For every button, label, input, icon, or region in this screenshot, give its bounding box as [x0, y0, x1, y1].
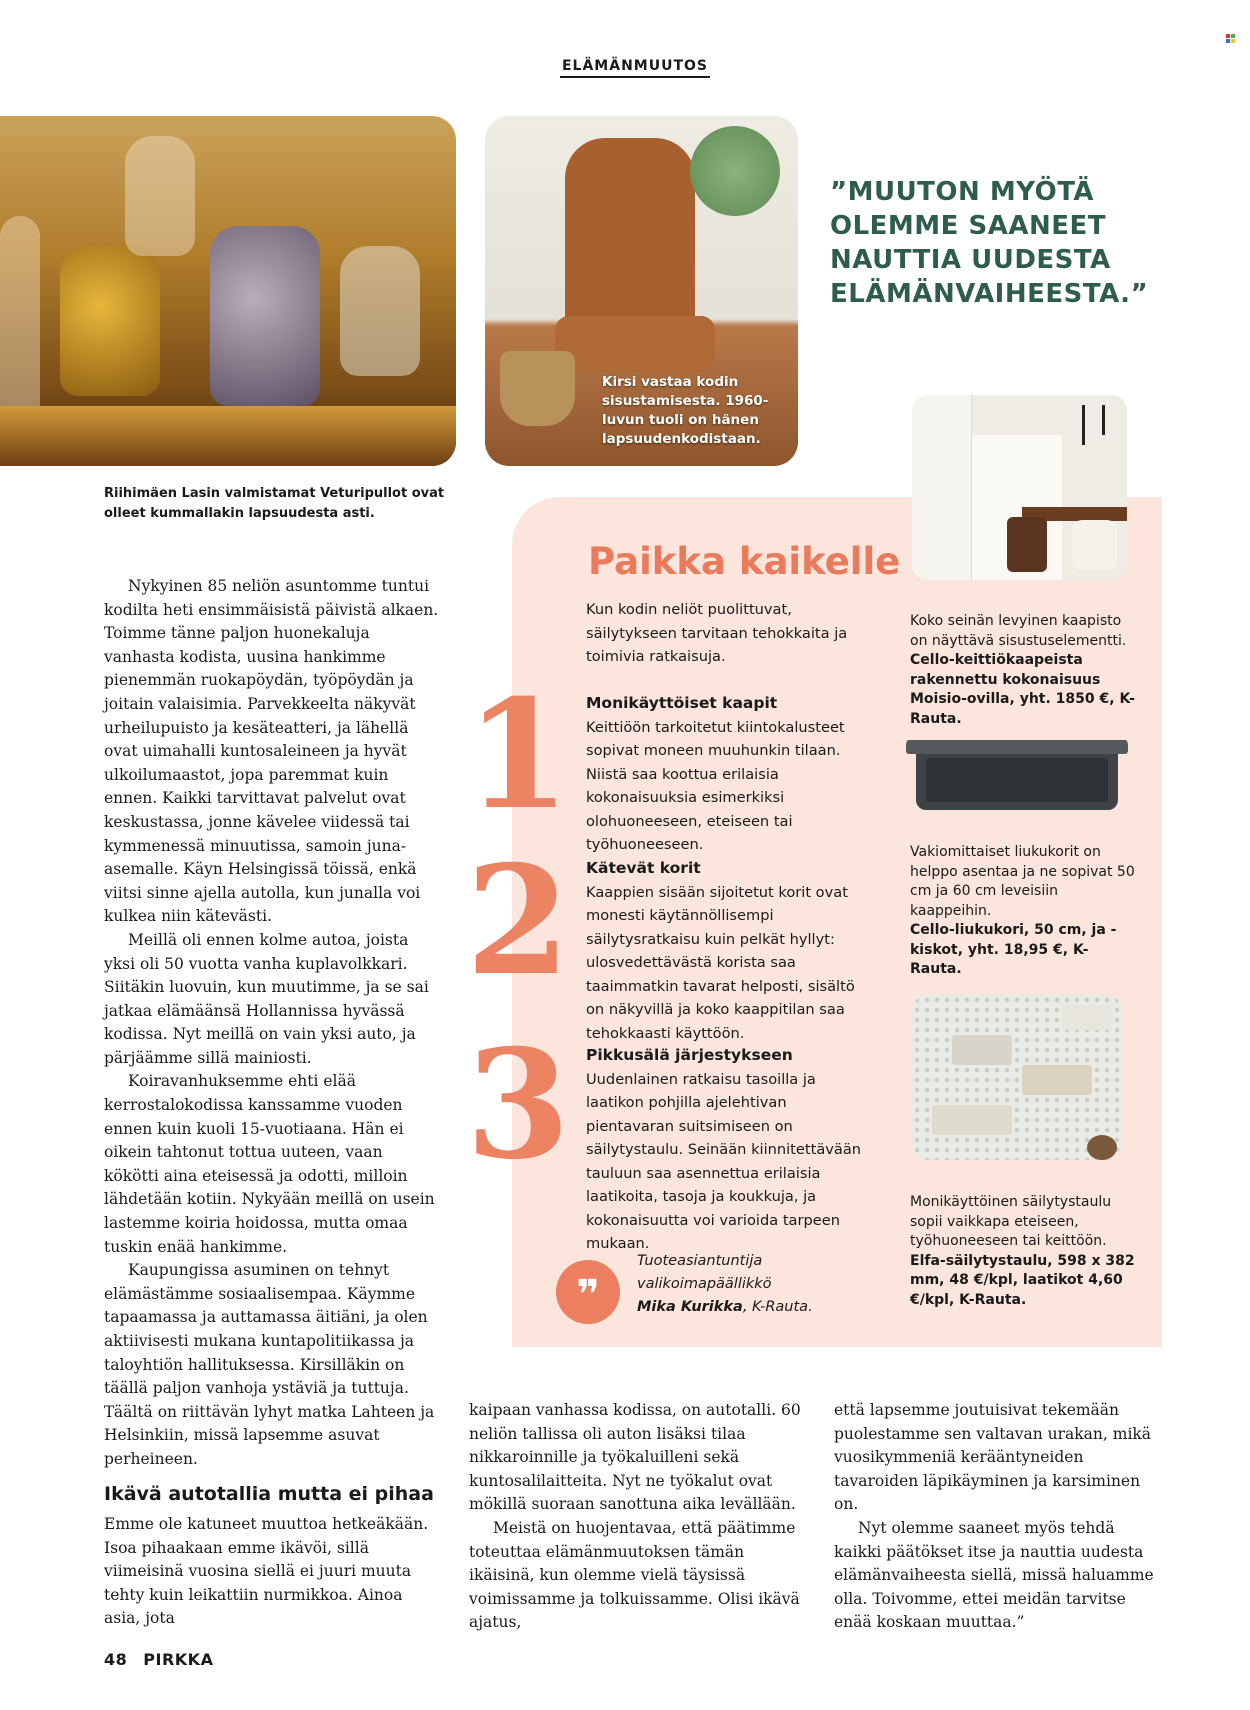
tip-block-2 — [586, 857, 876, 1045]
tip-number-2: 2 — [465, 833, 571, 1009]
article-column-3 — [834, 1399, 1154, 1635]
kitchen-cabinet-photo — [912, 395, 1127, 580]
sliding-basket-photo — [906, 730, 1128, 820]
expert-name: Mika Kurikka — [637, 1299, 743, 1315]
bottles-caption: Riihimäen Lasin valmistamat Veturipullot ovat olleet kummallakin lapsuudesta asti. — [104, 486, 445, 521]
article-paragraph: että lapsemme joutuisivat tekemään puolestamme sen valtavan urakan, mikä vuosikymmeniä kerääntyneiden tavaroiden läpikäyminen ja karsiminen on. — [834, 1401, 1152, 1514]
page-number: 48 — [104, 1650, 128, 1669]
product-description: Koko seinän levyinen kaapisto on näyttävä sisustuselementti. — [910, 613, 1127, 649]
article-paragraph: Kaupungissa asuminen on tehnyt elämästämme sosiaalisempaa. Käymme tapaamassa ja auttamassa äitiäni, ja olen aktiivisesti mukana kuntapolitiikassa ja taloyhtiön hallituksessa. Kirsilläkin on täällä paljon vanhoja ystäviä ja tuttuja. Täältä on riittävän lyhyt matka Lahteen ja Helsinkiin, missä lapsemme asuvat perheineen. — [104, 1261, 435, 1468]
section-label: ELÄMÄNMUUTOS — [560, 58, 710, 78]
product-price: Cello-keittiökaapeista rakennettu kokonaisuus Moisio-ovilla, yht. 1850 €, K-Rauta. — [910, 652, 1135, 727]
article-subheading: Ikävä autotallia mutta ei pihaa — [104, 1483, 434, 1505]
article-paragraph: Koiravanhuksemme ehti elää kerrostalokodissa kanssamme vuoden ennen kuin kuoli 15-vuotiaana. Hän ei oikein tahtonut tottua uuteen, vaan kökötti aina eteisessä ja odotti, milloin lähdetään kotiin. Nykyään meillä on usein lastemme koiria hoidossa, mutta omaa tuskin enää hankimme. — [104, 1072, 435, 1256]
tip-heading: Monikäyttöiset kaapit — [586, 694, 778, 712]
article-paragraph: Emme ole katuneet muuttoa hetkeäkään. Isoa pihaakaan emme ikävöi, sillä viimeisinä vuosina siellä ei juuri muuta tehty kuin leikattiin nurmikkoa. Ainoa asia, jota — [104, 1515, 429, 1628]
expert-company: , K-Rauta. — [742, 1299, 813, 1315]
tip-heading: Pikkusälä järjestykseen — [586, 1046, 793, 1064]
article-paragraph: Meistä on huojentavaa, että päätimme toteuttaa elämänmuutoksen tämän ikäisinä, kun olemme vielä täysissä voimissamme ja tolkuissamme. Olisi ikävä ajatus, — [469, 1518, 800, 1632]
product-description: Vakiomittaiset liukukorit on helppo asentaa ja ne sopivat 50 cm ja 60 cm leveisiin kaappeihin. — [910, 844, 1135, 919]
tip-number-1: 1 — [465, 667, 571, 843]
tip-text: Uudenlainen ratkaisu tasoilla ja laatikon pohjilla ajelehtivan pientavaran suitsimiseen on säilytystaulu. Seinään kiinnitettävään tauluun saa asennettua erilaisia laatikoita, tasoja ja koukkuja, ja kokonaisuutta voi varioida tarpeen mukaan. — [586, 1070, 862, 1252]
tip-heading: Kätevät korit — [586, 859, 701, 877]
panel-title: Paikka kaikelle — [588, 540, 901, 583]
article-column-1-continued — [104, 1513, 442, 1631]
tip-text: Keittiöön tarkoitetut kiintokalusteet sopivat moneen muuhunkin tilaan. Niistä saa koottua erilaisia kokonaisuuksia esimerkiksi olohuoneeseen, eteiseen tai työhuoneeseen. — [586, 718, 845, 853]
tip-number-3: 3 — [465, 1017, 571, 1193]
panel-intro — [586, 598, 876, 669]
tip-block-3 — [586, 1044, 876, 1256]
article-paragraph: Meillä oli ennen kolme autoa, joista yksi oli 50 vuotta vanha kuplavolkkari. Siitäkin luovuin, kun muutimme, ja se sai jatkaa elämäänsä Hollannissa hyvässä kodissa. Nyt meillä on vain yksi auto, ja pärjäämme sillä mainiosti. — [104, 930, 429, 1067]
product-caption-2 — [910, 843, 1140, 980]
pull-quote: ”MUUTON MYÖTÄ OLEMME SAANEET NAUTTIA UUDESTA ELÄMÄNVAIHEESTA.” — [830, 177, 1149, 309]
panel-intro-text: Kun kodin neliöt puolittuvat, säilytykseen tarvitaan tehokkaita ja toimivia ratkaisuja. — [586, 601, 848, 665]
tip-block-1 — [586, 692, 876, 857]
product-price: Cello-liukukori, 50 cm, ja -kiskot, yht. 18,95 €, K-Rauta. — [910, 922, 1117, 977]
tip-text: Kaappien sisään sijoitetut korit ovat monesti käytännöllisempi säilytysratkaisu kuin pelkät hyllyt: ulosvedettävästä korista saa taaimmatkin tavarat helposti, sisältö on näkyvillä ja koko kaappitilan saa tehokkaasti käyttöön. — [586, 883, 855, 1042]
article-paragraph: Nyt olemme saaneet myös tehdä kaikki päätökset itse ja nauttia uudesta elämänvaiheesta siellä, missä haluamme olla. Toivomme, ettei meidän tarvitse enää koskaan muuttaa.” — [834, 1518, 1154, 1632]
product-description: Monikäyttöinen säilytystaulu sopii vaikkapa eteiseen, työhuoneeseen tai keittöön. — [910, 1194, 1112, 1249]
storage-board-photo — [912, 995, 1122, 1160]
article-paragraph: kaipaan vanhassa kodissa, on autotalli. 60 neliön tallissa oli auton lisäksi tilaa nikkaroinnille ja työkaluilleni sekä kuntosalilaitteita. Nyt ne työkalut ovat mökillä suoraan sanottuna aika levällään. — [469, 1401, 801, 1514]
bottles-photo — [0, 116, 456, 466]
article-column-2 — [469, 1399, 804, 1635]
chair-photo-caption: Kirsi vastaa kodin sisustamisesta. 1960-luvun tuoli on hänen lapsuudenkodistaan. — [602, 374, 769, 447]
page-footer — [104, 1650, 213, 1669]
expert-credit — [637, 1250, 857, 1319]
product-price: Elfa-säilytystaulu, 598 x 382 mm, 48 €/kpl, laatikot 4,60 €/kpl, K-Rauta. — [910, 1252, 1135, 1308]
product-caption-3 — [910, 1193, 1140, 1310]
article-column-1 — [104, 575, 442, 1472]
product-caption-1 — [910, 612, 1140, 729]
brand-mark-icon — [1226, 34, 1235, 43]
magazine-name: PIRKKA — [143, 1650, 214, 1669]
article-paragraph: Nykyinen 85 neliön asuntomme tuntui kodilta heti ensimmäisistä päivistä alkaen. Toimme tänne paljon huonekaluja vanhasta kodista, uusina hankimme pienemmän ruokapöydän, työpöydän ja joitain valaisimia. Parvekkeelta näkyvät urheilupuisto ja kesäteatteri, ja lähellä ovat uimahalli kuntosaleineen ja hyvät ulkoilumaastot, jopa paremmat kuin ennen. Kaikki tarvittavat palvelut ovat keskustassa, jonne kävelee viidessä tai kymmenessä minuutissa, samoin juna-asemalle. Käyn Helsingissä töissä, enkä viitsi sinne ajella autolla, kun junalla voi kulkea niin kätevästi. — [104, 577, 439, 926]
quote-icon: ❞ — [556, 1260, 620, 1324]
expert-role: Tuoteasiantuntija valikoimapäällikkö — [637, 1253, 772, 1292]
